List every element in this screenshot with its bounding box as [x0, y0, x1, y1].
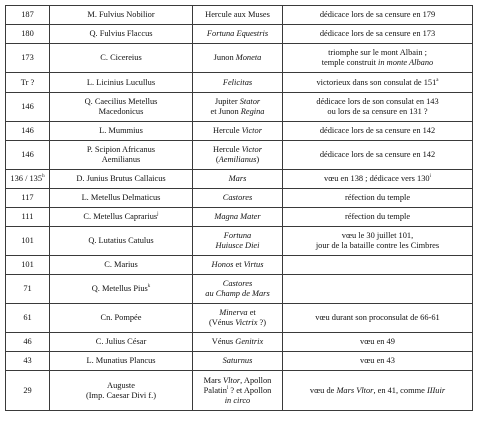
note-cell: dédicace lors de sa censure en 179 [283, 6, 473, 25]
temple-cell: Mars [193, 170, 283, 189]
note-text: victorieux dans son consulat de 151 [316, 77, 437, 87]
temple-cell: Castores [193, 189, 283, 208]
table-row [6, 352, 473, 371]
note-cell: vœu durant son proconsulat de 66-61 [283, 304, 473, 333]
dedications-table [5, 5, 473, 411]
temple-epithet: Victor [241, 126, 262, 135]
note-line: triomphe sur le mont Albain ; [328, 48, 427, 57]
year-cell: 146 [6, 122, 50, 141]
table-row [6, 6, 473, 25]
temple-cell [193, 275, 283, 304]
note-text: temple construit [321, 58, 379, 67]
year-cell: 61 [6, 304, 50, 333]
person-cell: Q. Lutatius Catulus [50, 227, 193, 256]
footnote-mark: l [226, 385, 229, 391]
temple-text: Junon [213, 53, 236, 62]
person-cell: Q. Fulvius Flaccus [50, 25, 193, 44]
temple-cell: Felicitas [193, 73, 283, 93]
temple-cell: Hercule aux Muses [193, 6, 283, 25]
temple-text: ? et Apollon [228, 385, 272, 395]
person-cell: L. Licinius Lucullus [50, 73, 193, 93]
temple-line [195, 376, 280, 386]
note-cell [283, 73, 473, 93]
person-cell: M. Fulvius Nobilior [50, 6, 193, 25]
temple-cell [193, 141, 283, 170]
temple-cell [193, 333, 283, 352]
temple-text: Hercule [213, 145, 242, 154]
footnote-mark: j [157, 212, 159, 218]
person-line: Auguste [107, 380, 135, 390]
note-cell [283, 371, 473, 411]
table-row [6, 189, 473, 208]
temple-line: au Champ de Mars [205, 289, 270, 298]
person-cell [50, 93, 193, 122]
person-cell [50, 208, 193, 227]
temple-epithet: Victrix [235, 318, 258, 327]
temple-text: Palatin [203, 385, 227, 395]
person-cell [50, 141, 193, 170]
person-line: (Imp. Caesar Divi f.) [85, 390, 156, 400]
table-row [6, 227, 473, 256]
note-line: dédicace lors de son consulat en 143 [316, 97, 439, 106]
note-line: jour de la bataille contre les Cimbres [315, 241, 440, 250]
temple-line [195, 308, 280, 318]
year-cell: 187 [6, 6, 50, 25]
temple-epithet: Moneta [235, 53, 262, 62]
person-cell: L. Mummius [50, 122, 193, 141]
temple-cell [193, 93, 283, 122]
person-cell: C. Julius César [50, 333, 193, 352]
note-cell: vœu en 49 [283, 333, 473, 352]
person-line: Q. Caecilius Metellus [84, 97, 158, 106]
temple-epithet: Regina [240, 107, 265, 116]
footnote-mark: a [436, 77, 439, 83]
year-cell: 146 [6, 93, 50, 122]
year-cell: 29 [6, 371, 50, 411]
year-cell: 173 [6, 44, 50, 73]
temple-epithet: Victor [241, 145, 262, 154]
table-row [6, 141, 473, 170]
temple-line [195, 155, 280, 165]
table-row [6, 256, 473, 275]
person-cell [50, 275, 193, 304]
temple-cell: Saturnus [193, 352, 283, 371]
note-cell [283, 93, 473, 122]
temple-cell: Magna Mater [193, 208, 283, 227]
temple-line: Castores [222, 279, 253, 288]
note-cell [283, 227, 473, 256]
person-line: Aemilianus [101, 155, 141, 164]
temple-text: et [247, 308, 256, 317]
note-text: , en 41, comme [373, 385, 427, 395]
note-cell: vœu en 43 [283, 352, 473, 371]
person-text: C. Metellus Caprarius [83, 212, 158, 221]
year-cell: 101 [6, 227, 50, 256]
table-row [6, 275, 473, 304]
table-row [6, 304, 473, 333]
note-cell: dédicace lors de sa censure en 142 [283, 122, 473, 141]
year-cell: 180 [6, 25, 50, 44]
footnote-mark: k [147, 284, 151, 290]
table-row [6, 25, 473, 44]
temple-epithet: Stator [239, 97, 261, 106]
table-row [6, 93, 473, 122]
person-cell: Cn. Pompée [50, 304, 193, 333]
note-italic: IIIuir [426, 385, 446, 395]
person-cell [50, 371, 193, 411]
note-cell [283, 256, 473, 275]
temple-text: Mars [203, 375, 223, 385]
temple-text: Jupiter [214, 97, 240, 106]
temple-line [195, 97, 280, 107]
note-cell: dédicace lors de sa censure en 173 [283, 25, 473, 44]
temple-epithet: Aemilianus [218, 155, 257, 164]
temple-text: ?) [257, 318, 267, 327]
year-cell: 71 [6, 275, 50, 304]
temple-cell [193, 371, 283, 411]
temple-line: Fortuna [223, 231, 252, 240]
year-cell: Tr ? [6, 73, 50, 93]
person-cell: C. Cicereius [50, 44, 193, 73]
temple-text: , Apollon [240, 375, 272, 385]
table-row [6, 333, 473, 352]
temple-cell [193, 256, 283, 275]
note-italic: in monte Albano [378, 58, 434, 67]
year-cell [6, 170, 50, 189]
footnote-mark: h [42, 174, 45, 180]
temple-cell [193, 122, 283, 141]
temple-cell: Fortuna Equestris [193, 25, 283, 44]
note-cell [283, 170, 473, 189]
year-cell: 111 [6, 208, 50, 227]
temple-cell [193, 227, 283, 256]
temple-text: et Junon [210, 107, 241, 116]
note-cell [283, 275, 473, 304]
person-text: Q. Metellus Pius [91, 284, 148, 293]
temple-epithet: Vltor [222, 375, 241, 385]
year-cell: 46 [6, 333, 50, 352]
year-cell: 101 [6, 256, 50, 275]
temple-text: ( [215, 155, 219, 164]
temple-line: in circo [224, 395, 251, 405]
temple-line [195, 386, 280, 396]
temple-text: et [233, 260, 244, 269]
table-row [6, 122, 473, 141]
temple-line: Huiusce Diei [215, 241, 260, 250]
temple-line [195, 318, 280, 328]
person-cell: L. Metellus Delmaticus [50, 189, 193, 208]
table-row [6, 73, 473, 93]
note-cell: réfection du temple [283, 208, 473, 227]
temple-line [195, 107, 280, 117]
note-line: ou lors de sa censure en 131 ? [327, 107, 428, 116]
temple-line [195, 145, 280, 155]
temple-text: Vénus [211, 337, 236, 346]
table-row [6, 44, 473, 73]
person-cell: C. Marius [50, 256, 193, 275]
temple-epithet: Minerva [219, 308, 248, 317]
temple-epithet: Genitrix [235, 337, 264, 346]
note-line: vœu le 30 juillet 101, [341, 231, 414, 240]
note-text: vœu de [309, 385, 337, 395]
note-line [285, 58, 470, 68]
table-row [6, 170, 473, 189]
year-cell: 117 [6, 189, 50, 208]
temple-cell [193, 304, 283, 333]
temple-epithet: Virtus [243, 260, 264, 269]
person-cell: L. Munatius Plancus [50, 352, 193, 371]
note-cell: réfection du temple [283, 189, 473, 208]
year-cell: 146 [6, 141, 50, 170]
person-line: P. Scipion Africanus [86, 145, 156, 154]
note-text: vœu en 138 ; dédicace vers 130 [324, 174, 430, 183]
temple-text: ) [256, 155, 260, 164]
year-text: 136 / 135 [10, 174, 43, 183]
year-cell: 43 [6, 352, 50, 371]
person-cell: D. Junius Brutus Callaicus [50, 170, 193, 189]
note-cell: dédicace lors de sa censure en 142 [283, 141, 473, 170]
temple-cell [193, 44, 283, 73]
table-row [6, 208, 473, 227]
table-row [6, 371, 473, 411]
note-italic: Mars Vltor [336, 385, 374, 395]
temple-epithet: Honos [211, 260, 234, 269]
person-line: Macedonicus [98, 107, 144, 116]
footnote-mark: i [429, 174, 431, 180]
note-cell [283, 44, 473, 73]
temple-text: Hercule [213, 126, 242, 135]
temple-text: (Vénus [208, 318, 236, 327]
